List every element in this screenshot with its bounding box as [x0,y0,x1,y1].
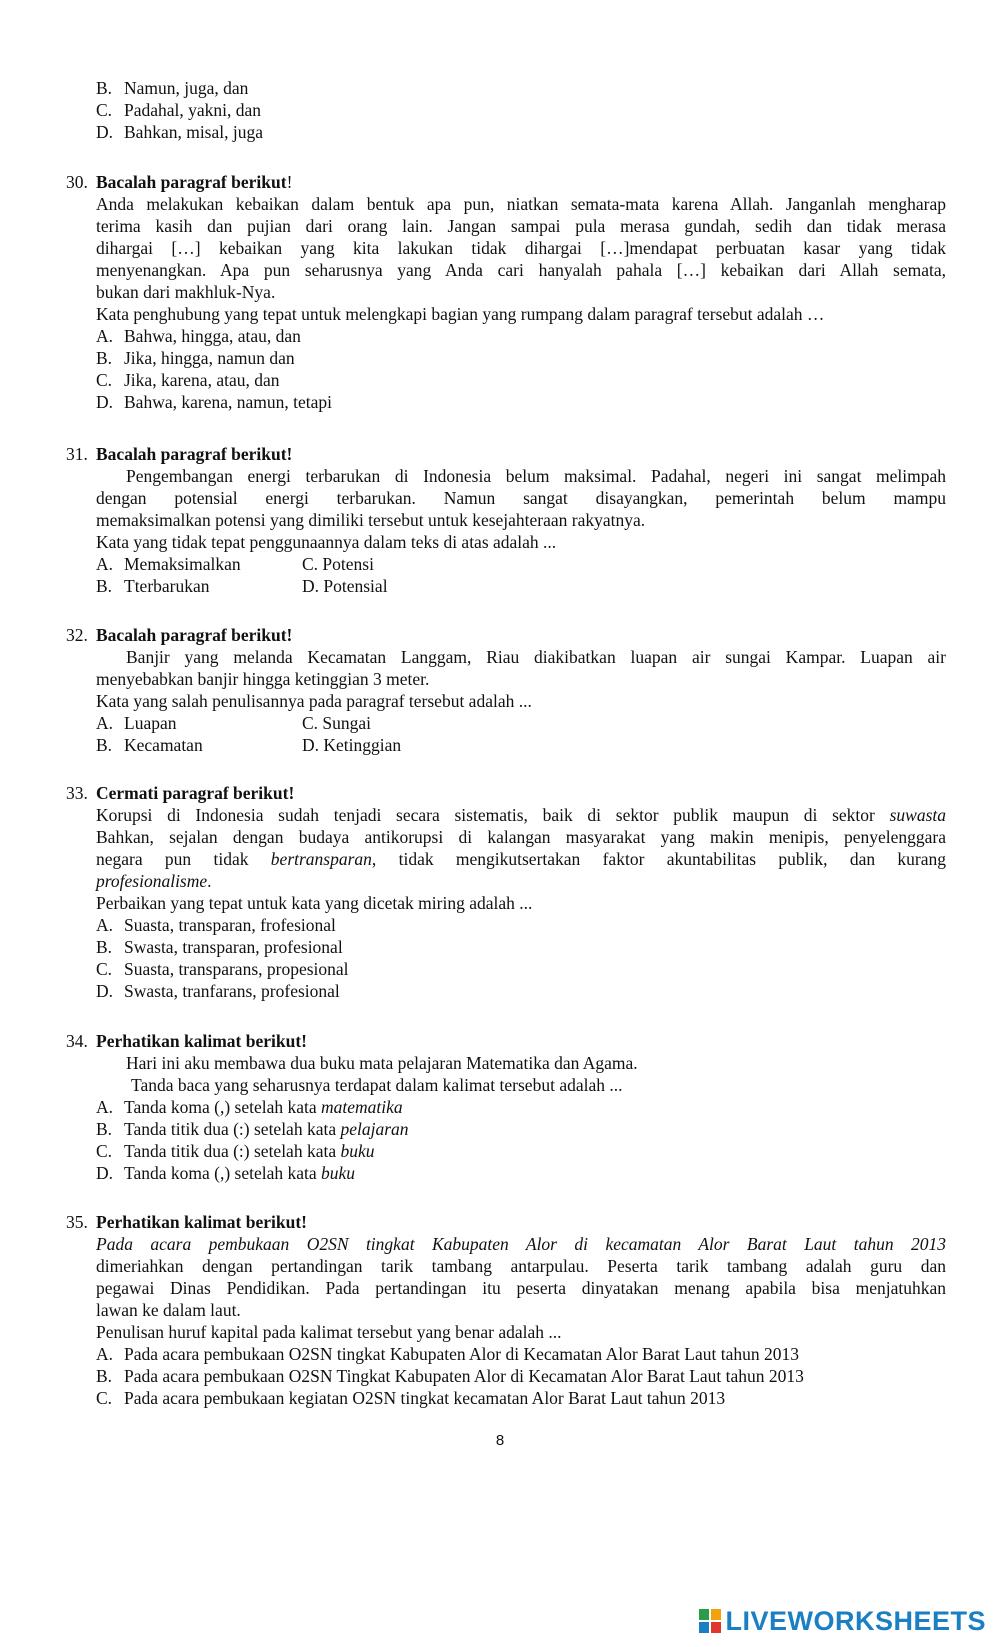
liveworksheets-logo-text: LIVEWORKSHEETS [725,1605,986,1636]
q30-paragraph-line: dihargai […] kebaikan yang kita lakukan tidak dihargai […]mendapat perbuatan kasar yang tidak [96,238,946,258]
q33-option-a[interactable]: A. Suasta, transparan, frofesional [96,915,336,935]
q35-option-c[interactable]: C. Pada acara pembukaan kegiatan O2SN tingkat kecamatan Alor Barat Laut tahun 2013 [96,1388,726,1408]
q29-option-c[interactable]: C. Padahal, yakni, dan [96,100,262,120]
q31-option-d[interactable]: D. Potensial [302,576,388,596]
q32-paragraph-line: Banjir yang melanda Kecamatan Langgam, Riau diakibatkan luapan air sungai Kampar. Luapan air [126,647,946,667]
liveworksheets-logo-icon [699,1609,721,1633]
q34-option-c[interactable]: C. Tanda titik dua (:) setelah kata buku [96,1141,375,1161]
q33-paragraph-line: Bahkan, sejalan dengan budaya antikorupsi di kalangan masyarakat yang makin menipis, penyelenggara [96,827,946,847]
q34-question: Tanda baca yang seharusnya terdapat dalam kalimat tersebut adalah ... [131,1075,623,1095]
q31-paragraph-line: memaksimalkan potensi yang dimiliki tersebut untuk kesejahteraan rakyatnya. [96,510,646,530]
page-number: 8 [495,1432,505,1449]
q33-option-d[interactable]: D. Swasta, tranfarans, profesional [96,981,340,1001]
q33-number: 33. [66,783,88,803]
q30-option-b[interactable]: B. Jika, hingga, namun dan [96,348,295,368]
q34-option-d[interactable]: D. Tanda koma (,) setelah kata buku [96,1163,356,1183]
q31-option-b[interactable]: B. Tterbarukan [96,576,210,596]
q35-option-b[interactable]: B. Pada acara pembukaan O2SN Tingkat Kabupaten Alor di Kecamatan Alor Barat Laut tahun 2013 [96,1366,804,1386]
liveworksheets-logo [699,1605,986,1637]
q33-option-b[interactable]: B. Swasta, transparan, profesional [96,937,343,957]
q30-option-c[interactable]: C. Jika, karena, atau, dan [96,370,280,390]
q33-heading: Cermati paragraf berikut! [96,783,295,803]
q32-option-a[interactable]: A. Luapan [96,713,177,733]
q29-option-d[interactable]: D. Bahkan, misal, juga [96,122,264,142]
q34-sentence: Hari ini aku membawa dua buku mata pelajaran Matematika dan Agama. [126,1053,638,1073]
q31-paragraph-line: dengan potensial energi terbarukan. Namun sangat disayangkan, pemerintah belum mampu [96,488,946,508]
q34-option-a[interactable]: A. Tanda koma (,) setelah kata matematika [96,1097,403,1117]
q35-question: Penulisan huruf kapital pada kalimat tersebut yang benar adalah ... [96,1322,562,1342]
q29-option-b[interactable]: B. Namun, juga, dan [96,78,249,98]
q32-heading: Bacalah paragraf berikut! [96,625,293,645]
q34-option-b[interactable]: B. Tanda titik dua (:) setelah kata pelajaran [96,1119,409,1139]
q31-question: Kata yang tidak tepat penggunaannya dalam teks di atas adalah ... [96,532,557,552]
q32-number: 32. [66,625,88,645]
q35-paragraph-line: lawan ke dalam laut. [96,1300,241,1320]
q35-paragraph-line: Pada acara pembukaan O2SN tingkat Kabupaten Alor di kecamatan Alor Barat Laut tahun 2013 [96,1234,946,1254]
q31-number: 31. [66,444,88,464]
q34-heading: Perhatikan kalimat berikut! [96,1031,307,1051]
q30-number: 30. [66,172,88,192]
q30-question: Kata penghubung yang tepat untuk melengkapi bagian yang rumpang dalam paragraf tersebut adalah … [96,304,825,324]
q33-paragraph-line: profesionalisme. [96,871,212,891]
q32-option-d[interactable]: D. Ketinggian [302,735,402,755]
q33-paragraph-line: negara pun tidak bertransparan, tidak mengikutsertakan faktor akuntabilitas publik, dan kurang [96,849,946,869]
q32-question: Kata yang salah penulisannya pada paragraf tersebut adalah ... [96,691,532,711]
q35-option-a[interactable]: A. Pada acara pembukaan O2SN tingkat Kabupaten Alor di Kecamatan Alor Barat Laut tahun 2013 [96,1344,799,1364]
q31-option-a[interactable]: A. Memaksimalkan [96,554,241,574]
q30-heading: Bacalah paragraf berikut! [96,172,293,192]
q30-paragraph-line: terima kasih dan pujian dari orang lain. Jangan sampai pula merasa gundah, sedih dan tidak merasa [96,216,946,236]
q35-paragraph-line: pegawai Dinas Pendidikan. Pada pertandingan itu peserta dinyatakan menang apabila bisa menjatuhkan [96,1278,946,1298]
q35-paragraph-line: dimeriahkan dengan pertandingan tarik tambang antarpulau. Peserta tarik tambang adalah guru dan [96,1256,946,1276]
q35-number: 35. [66,1212,88,1232]
q30-paragraph-line: Anda melakukan kebaikan dalam bentuk apa pun, niatkan semata-mata karena Allah. Janganlah mengharap [96,194,946,214]
q35-heading: Perhatikan kalimat berikut! [96,1212,307,1232]
q30-paragraph-line: menyenangkan. Apa pun seharusnya yang Anda cari hanyalah pahala […] kebaikan dari Allah semata, [96,260,946,280]
q31-paragraph-line: Pengembangan energi terbarukan di Indonesia belum maksimal. Padahal, negeri ini sangat melimpah [126,466,946,486]
q30-option-d[interactable]: D. Bahwa, karena, namun, tetapi [96,392,332,412]
q32-paragraph-line: menyebabkan banjir hingga ketinggian 3 meter. [96,669,430,689]
q31-heading: Bacalah paragraf berikut! [96,444,293,464]
q30-paragraph-line: bukan dari makhluk-Nya. [96,282,276,302]
q31-option-c[interactable]: C. Potensi [302,554,374,574]
q30-option-a[interactable]: A. Bahwa, hingga, atau, dan [96,326,301,346]
q32-option-b[interactable]: B. Kecamatan [96,735,203,755]
q32-option-c[interactable]: C. Sungai [302,713,372,733]
q33-option-c[interactable]: C. Suasta, transparans, propesional [96,959,349,979]
q33-question: Perbaikan yang tepat untuk kata yang dicetak miring adalah ... [96,893,533,913]
q33-paragraph-line: Korupsi di Indonesia sudah tenjadi secara sistematis, baik di sektor publik maupun di sektor suwasta [96,805,946,825]
q34-number: 34. [66,1031,88,1051]
